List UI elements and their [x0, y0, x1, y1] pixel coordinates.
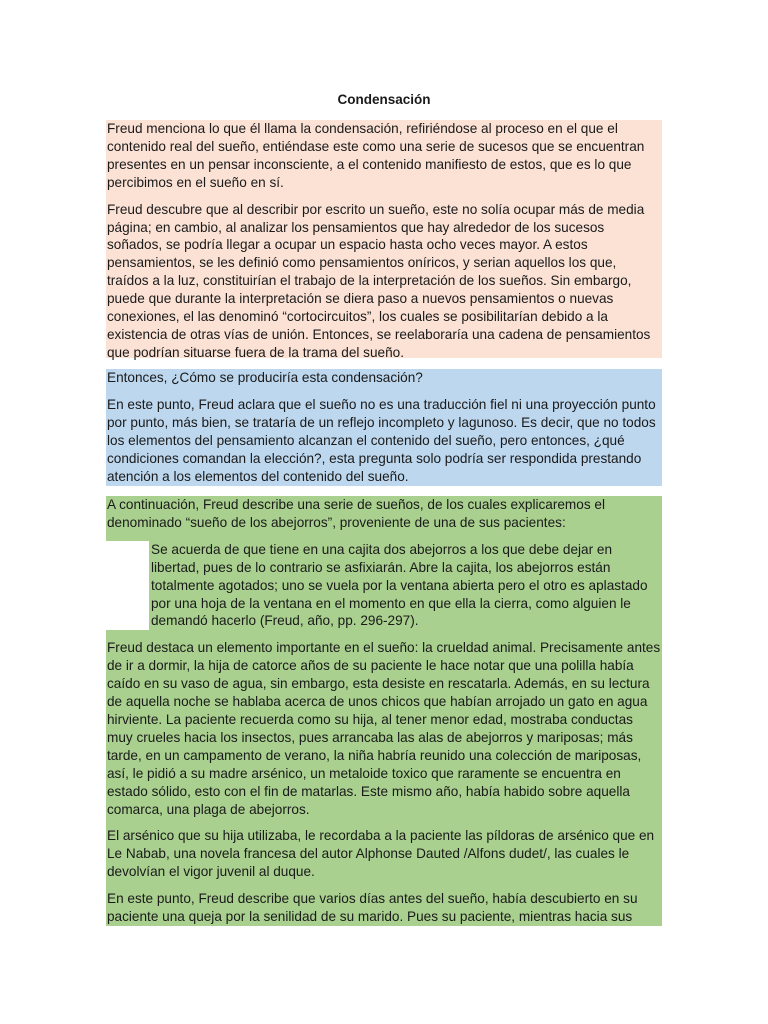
paragraph-arsenic: El arsénico que su hija utilizaba, le recordaba a la paciente las píldoras de arsénico que en Le Nabab, una novela francesa del autor Alphonse Dauted /Alfons dudet/, las cuales le devolvían el vigor juvenil al duque.	[107, 828, 655, 880]
paragraph-gap	[106, 532, 662, 541]
paragraph-cruelty: Freud destaca un elemento importante en el sueño: la crueldad animal. Precisamente antes de ir a dormir, la hija de catorce años de su paciente le hace notar que una polilla había caído en su vaso de agua, sin embargo, esta desiste en rescatarla. Además, en su lectura de aquella noche se hablaba acerca de unos chicos que habían arrojado un gato en agua hirviente. La paciente recuerda como su hija, al tener menor edad, mostraba conductas muy crueles hacia los insectos, pues arrancaba las alas de abejorros y mariposas; más tarde, en un campamento de verano, la niña habría reunido una colección de mariposas, así, le pidió a su madre arsénico, un metaloide toxico que raramente se encuentra en estado sólido, esto con el fin de matarlas. Este mismo año, había habido sobre aquella comarca, una plaga de abejorros.	[107, 640, 661, 817]
paragraph-gap	[106, 387, 662, 396]
quote-indent	[106, 541, 149, 631]
paragraph-intro: Freud menciona lo que él llama la condensación, refiriéndose al proceso en el que el contenido real del sueño, entiéndase este como una serie de sucesos que se encuentran presentes en un pensar inconsciente, a el contenido manifiesto de estos, que es lo que percibimos en el sueño en sí.	[107, 121, 645, 190]
paragraph-gap	[106, 192, 662, 201]
paragraph-answer: En este punto, Freud aclara que el sueño no es una traducción fiel ni una proyección punto por punto, más bien, se trataría de un reflejo incompleto y lagunoso. Es decir, que no todos los elementos del pensamiento alcanzan el contenido del sueño, pero entonces, ¿qué condiciones comandan la elección?, esta pregunta solo podría ser respondida prestando atención a los elementos del contenido del sueño.	[107, 396, 656, 484]
paragraph-gap	[106, 630, 662, 639]
section-blue	[106, 369, 662, 486]
section-green	[106, 496, 662, 926]
paragraph-gap	[106, 881, 662, 890]
quote-text: Se acuerda de que tiene en una cajita dos abejorros a los que debe dejar en libertad, pues de lo contrario se asfixiarán. Abre la cajita, los abejorros están totalmente agotados; uno se vuela por la ventana abierta pero el otro es aplastado por una hoja de la ventana en el momento en que ella la cierra, como alguien le demandó hacerlo (Freud, año, pp. 296-297).	[151, 541, 648, 629]
paragraph-continuation: A continuación, Freud describe una serie de sueños, de los cuales explicaremos el denominado “sueño de los abejorros”, proveniente de una de sus pacientes:	[107, 497, 605, 530]
paragraph-description: Freud descubre que al describir por escrito un sueño, este no solía ocupar más de media página; en cambio, al analizar los pensamientos que hay alrededor de los sucesos soñados, se podría llegar a ocupar un espacio hasta ocho veces mayor. A estos pensamientos, se les definió como pensamientos oníricos, y serian aquellos los que, traídos a la luz, constituirían el trabajo de la interpretación de los sueños. Sin embargo, puede que durante la interpretación se diera paso a nuevos pensamientos o nuevas conexiones, el las denominó “cortocircuitos”, los cuales se posibilitarían debido a la existencia de otras vías de unión. Entonces, se reelaboraría una cadena de pensamientos que podrían situarse fuera de la trama del sueño.	[107, 201, 651, 360]
paragraph-question: Entonces, ¿Cómo se produciría esta condensación?	[107, 370, 423, 385]
section-orange	[106, 120, 662, 358]
block-quote	[106, 541, 662, 631]
page-title: Condensación	[337, 92, 431, 107]
paragraph-gap	[106, 818, 662, 827]
paragraph-senility: En este punto, Freud describe que varios días antes del sueño, había descubierto en su paciente una queja por la senilidad de su marido. Pues su paciente, mientras hacia sus	[107, 891, 638, 925]
